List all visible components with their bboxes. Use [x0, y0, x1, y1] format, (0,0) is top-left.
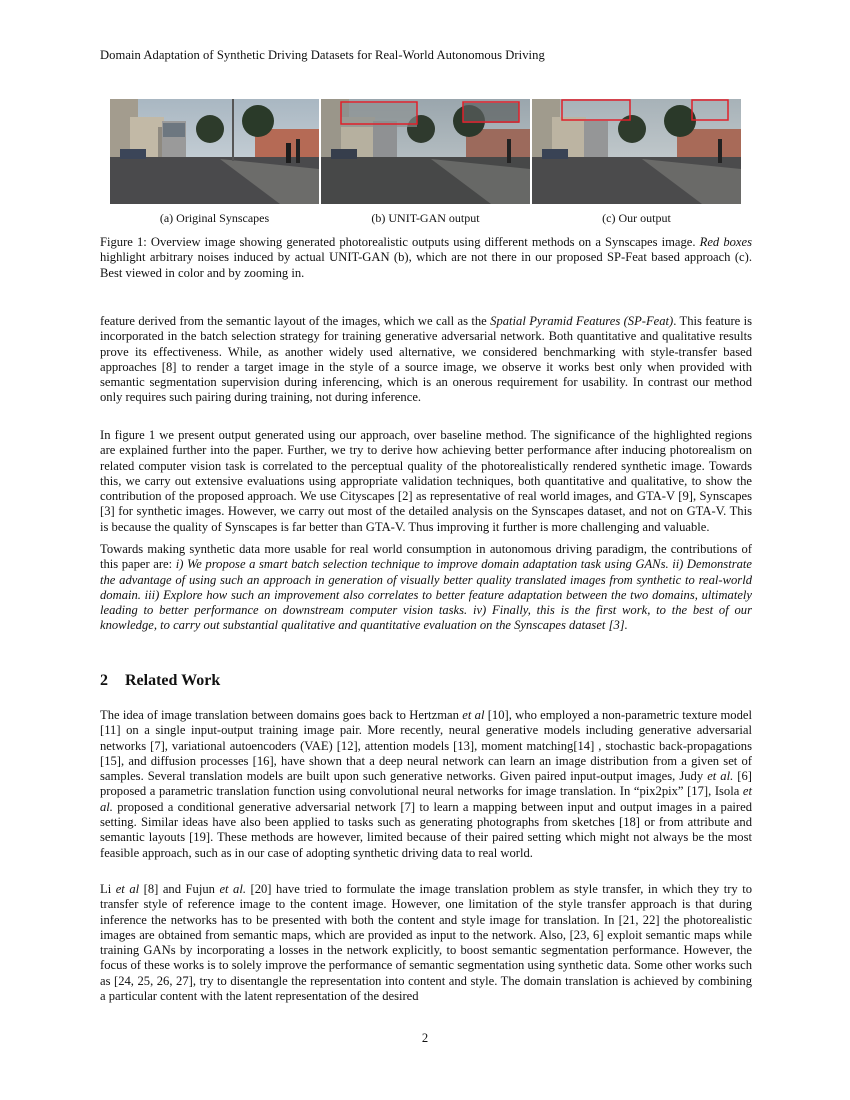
- paragraph: feature derived from the semantic layout of the images, which we call as the Spatial Pyramid Features (SP-Feat). This feature is incorporated in the batch selection strategy for training generative adversarial network. Both quantitative and qualitative results prove its effectiveness. While, as another widely used alternative, we considered benchmarking with style-transfer based approaches [8] to render a target image in the style of a source image, we observe it works best only when provided with semantic segmentation supervision during inferencing, which is an onerous requirement for usability. In contrast our method only requires such pairing during training, not during inference.: [100, 314, 753, 405]
- paragraph: The idea of image translation between domains goes back to Hertzman et al [10], who employed a non-parametric texture model [11] on a single input-output training image pair. More recently, neural generative models including generative adversarial networks [7], variational autoencoders (VAE) [12], attention models [13], moment matching[14] , stochastic back-propagations [15], and diffusion processes [16], have shown that a deep neural network can learn an image distribution from a given set of samples. Several translation models are built upon such generative networks. Given paired input-output images, Judy et al. [6] proposed a parametric translation function using convolutional neural networks for image translation. In “pix2pix” [17], Isola et al. proposed a conditional generative adversarial network [7] to learn a mapping between input and output images in a paired setting. Similar ideas have also been applied to tasks such as generating photographs from sketches [18] or from attribute and semantic layouts [19]. These methods are however, limited because of their paired setting which might not always be the most feasible approach, such as in our case of adopting synthetic driving data to real world.: [100, 708, 752, 860]
- figure-image-unit-gan-output: [321, 99, 530, 204]
- figure-caption: Figure 1: Overview image showing generated photorealistic outputs using different methods on a Synscapes image. Red boxes highlight arbitrary noises induced by actual UNIT-GAN (b), which are not there in our proposed SP-Feat based approach (c). Best viewed in color and by zooming in.: [100, 235, 753, 280]
- subcaption-a: (a) Original Synscapes: [159, 211, 270, 225]
- page-number: 2: [421, 1031, 429, 1045]
- running-title: Domain Adaptation of Synthetic Driving Datasets for Real-World Autonomous Driving: [100, 48, 545, 62]
- paragraph: Li et al [8] and Fujun et al. [20] have tried to formulate the image translation problem as style transfer, in which they try to transfer style of reference image to the content image. However, one limitation of the style transfer approach is that during inference the networks has to be presented with both the content and style image for translation. In [21, 22] the photorealistic images are obtained from semantic maps, which are provided as input to the network. Also, [23, 6] exploit semantic maps while training GANs by incorporating a losses in the network explicitly, to boost semantic segmentation performance. However, the focus of these works is to solely improve the performance of semantic segmentation using synthetic data. Some other works such as [24, 25, 26, 27], try to disentangle the representation into content and style. The domain translation is achieved by combining a particular content with the latent representation of the desired: [100, 882, 753, 1004]
- section-heading: 2 Related Work: [100, 672, 221, 689]
- subcaption-b: (b) UNIT-GAN output: [371, 211, 480, 225]
- paragraph: In figure 1 we present output generated using our approach, over baseline method. The significance of the highlighted regions are explained further into the paper. Further, we try to derive how achieving better performance after inducing photorealism on related computer vision task is correlated to the perceptual quality of the photorealistically rendered synthetic image. Towards this, we carry out extensive evaluations using appropriate validation techniques, both quantitative and qualitative, to show the contribution of the proposed approach. We use Cityscapes [2] as representative of real world images, and GTA-V [9], Synscapes [3] for synthetic images. However, we carry out most of the detailed analysis on the Synscapes dataset, and not on GTA-V. This is because the quality of Synscapes is far better than GTA-V. Thus improving it further is more challenging and valuable.: [100, 428, 752, 534]
- figure-image-our-output: [532, 99, 741, 204]
- figure-image-original-synscapes: [110, 99, 319, 204]
- subcaption-c: (c) Our output: [602, 211, 671, 225]
- paragraph: Towards making synthetic data more usable for real world consumption in autonomous driving paradigm, the contributions of this paper are: i) We propose a smart batch selection technique to improve domain adaptation task using GANs. ii) Demonstrate the advantage of using such an approach in generation of visually better quality translated images from synthetic to real-world domain. iii) Explore how such an improvement also correlates to better feature adaptation between the two domains, ultimately leading to better performance on downstream computer vision tasks. iv) Finally, this is the first work, to the best of our knowledge, to carry out substantial qualitative and quantitative evaluation on the Synscapes dataset [3].: [100, 542, 752, 633]
